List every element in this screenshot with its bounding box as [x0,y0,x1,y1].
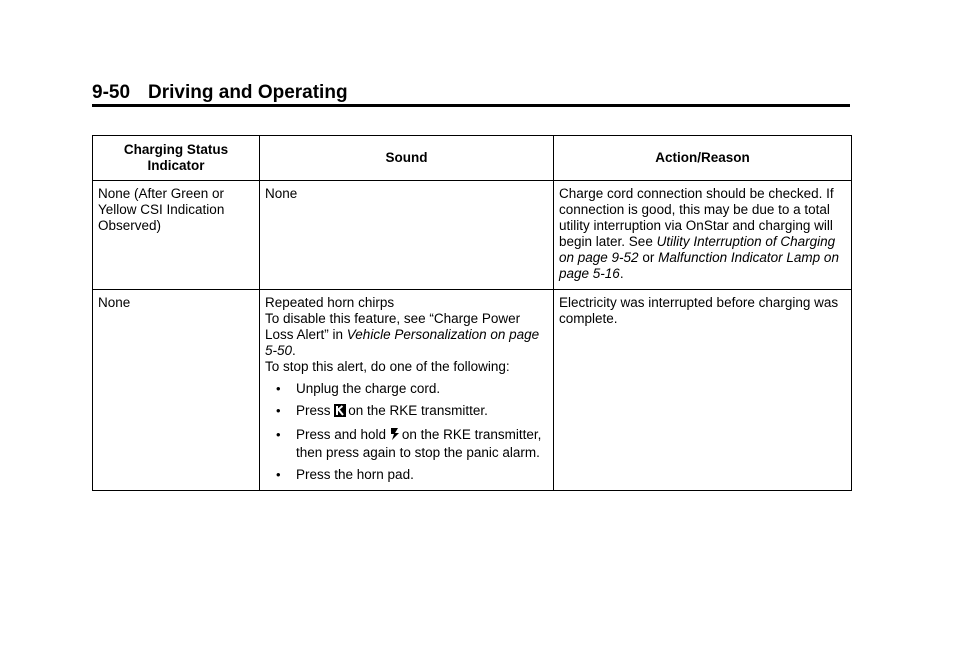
link-vehicle-personalization[interactable]: Vehicle Personalization on page 5-50 [265,327,540,358]
step-horn-pad: Press the horn pad. [296,467,414,482]
row1-sound: None [260,181,554,290]
row2-action: Electricity was interrupted before charging was complete. [554,290,852,491]
page-number: 9-50 [92,82,131,103]
row2-sound-title: Repeated horn chirps [265,295,395,310]
table-row [93,290,852,491]
bullet-icon: • [276,467,281,482]
bullet-icon: • [276,403,281,418]
row2-stop-text: To stop this alert, do one of the following: [265,359,510,374]
table-row [93,181,852,290]
bullet-icon: • [276,427,281,442]
row2-disable-text: To disable this feature, see “Charge Power Loss Alert” in [265,311,521,342]
header-rule [92,104,850,107]
bullet-icon: • [276,381,281,396]
row2-sound [260,290,554,491]
row1-action-text: Charge cord connection should be checked. If connection is good, this may be due to a total utility interruption via OnStar and charging will begin later. See [559,186,834,249]
panic-alarm-icon [390,427,400,445]
step-press-prefix: Press [296,403,335,418]
list-item [265,403,548,421]
table-header-row [93,136,852,181]
step-hold-suffix: on the RKE transmitter, then press again to stop the panic alarm. [296,427,542,460]
page-header [92,82,850,104]
list-item [265,381,548,397]
row1-action-or: or [638,250,659,265]
row2-disable-end: . [292,343,296,358]
link-malfunction-indicator-lamp[interactable]: Malfunction Indicator Lamp on page 5-16 [559,250,839,281]
step-unplug: Unplug the charge cord. [296,381,441,396]
column-header-sound: Sound [260,136,554,181]
step-press-suffix: on the RKE transmitter. [348,403,488,418]
list-item [265,467,548,483]
row2-disable-note [265,311,548,359]
row2-indicator: None [93,290,260,491]
stop-alert-steps [265,381,548,483]
column-header-action: Action/Reason [554,136,852,181]
list-item [265,427,548,461]
column-header-indicator: Charging Status Indicator [93,136,260,181]
charging-status-table [92,135,852,491]
section-title: Driving and Operating [148,82,348,103]
row1-indicator: None (After Green or Yellow CSI Indication Observed) [93,181,260,290]
row1-action-period: . [619,266,624,281]
link-utility-interruption[interactable]: Utility Interruption of Charging on page 9-52 [559,234,836,265]
row1-action [554,181,852,290]
step-hold-prefix: Press and hold [296,427,390,442]
rke-key-icon [334,404,346,421]
